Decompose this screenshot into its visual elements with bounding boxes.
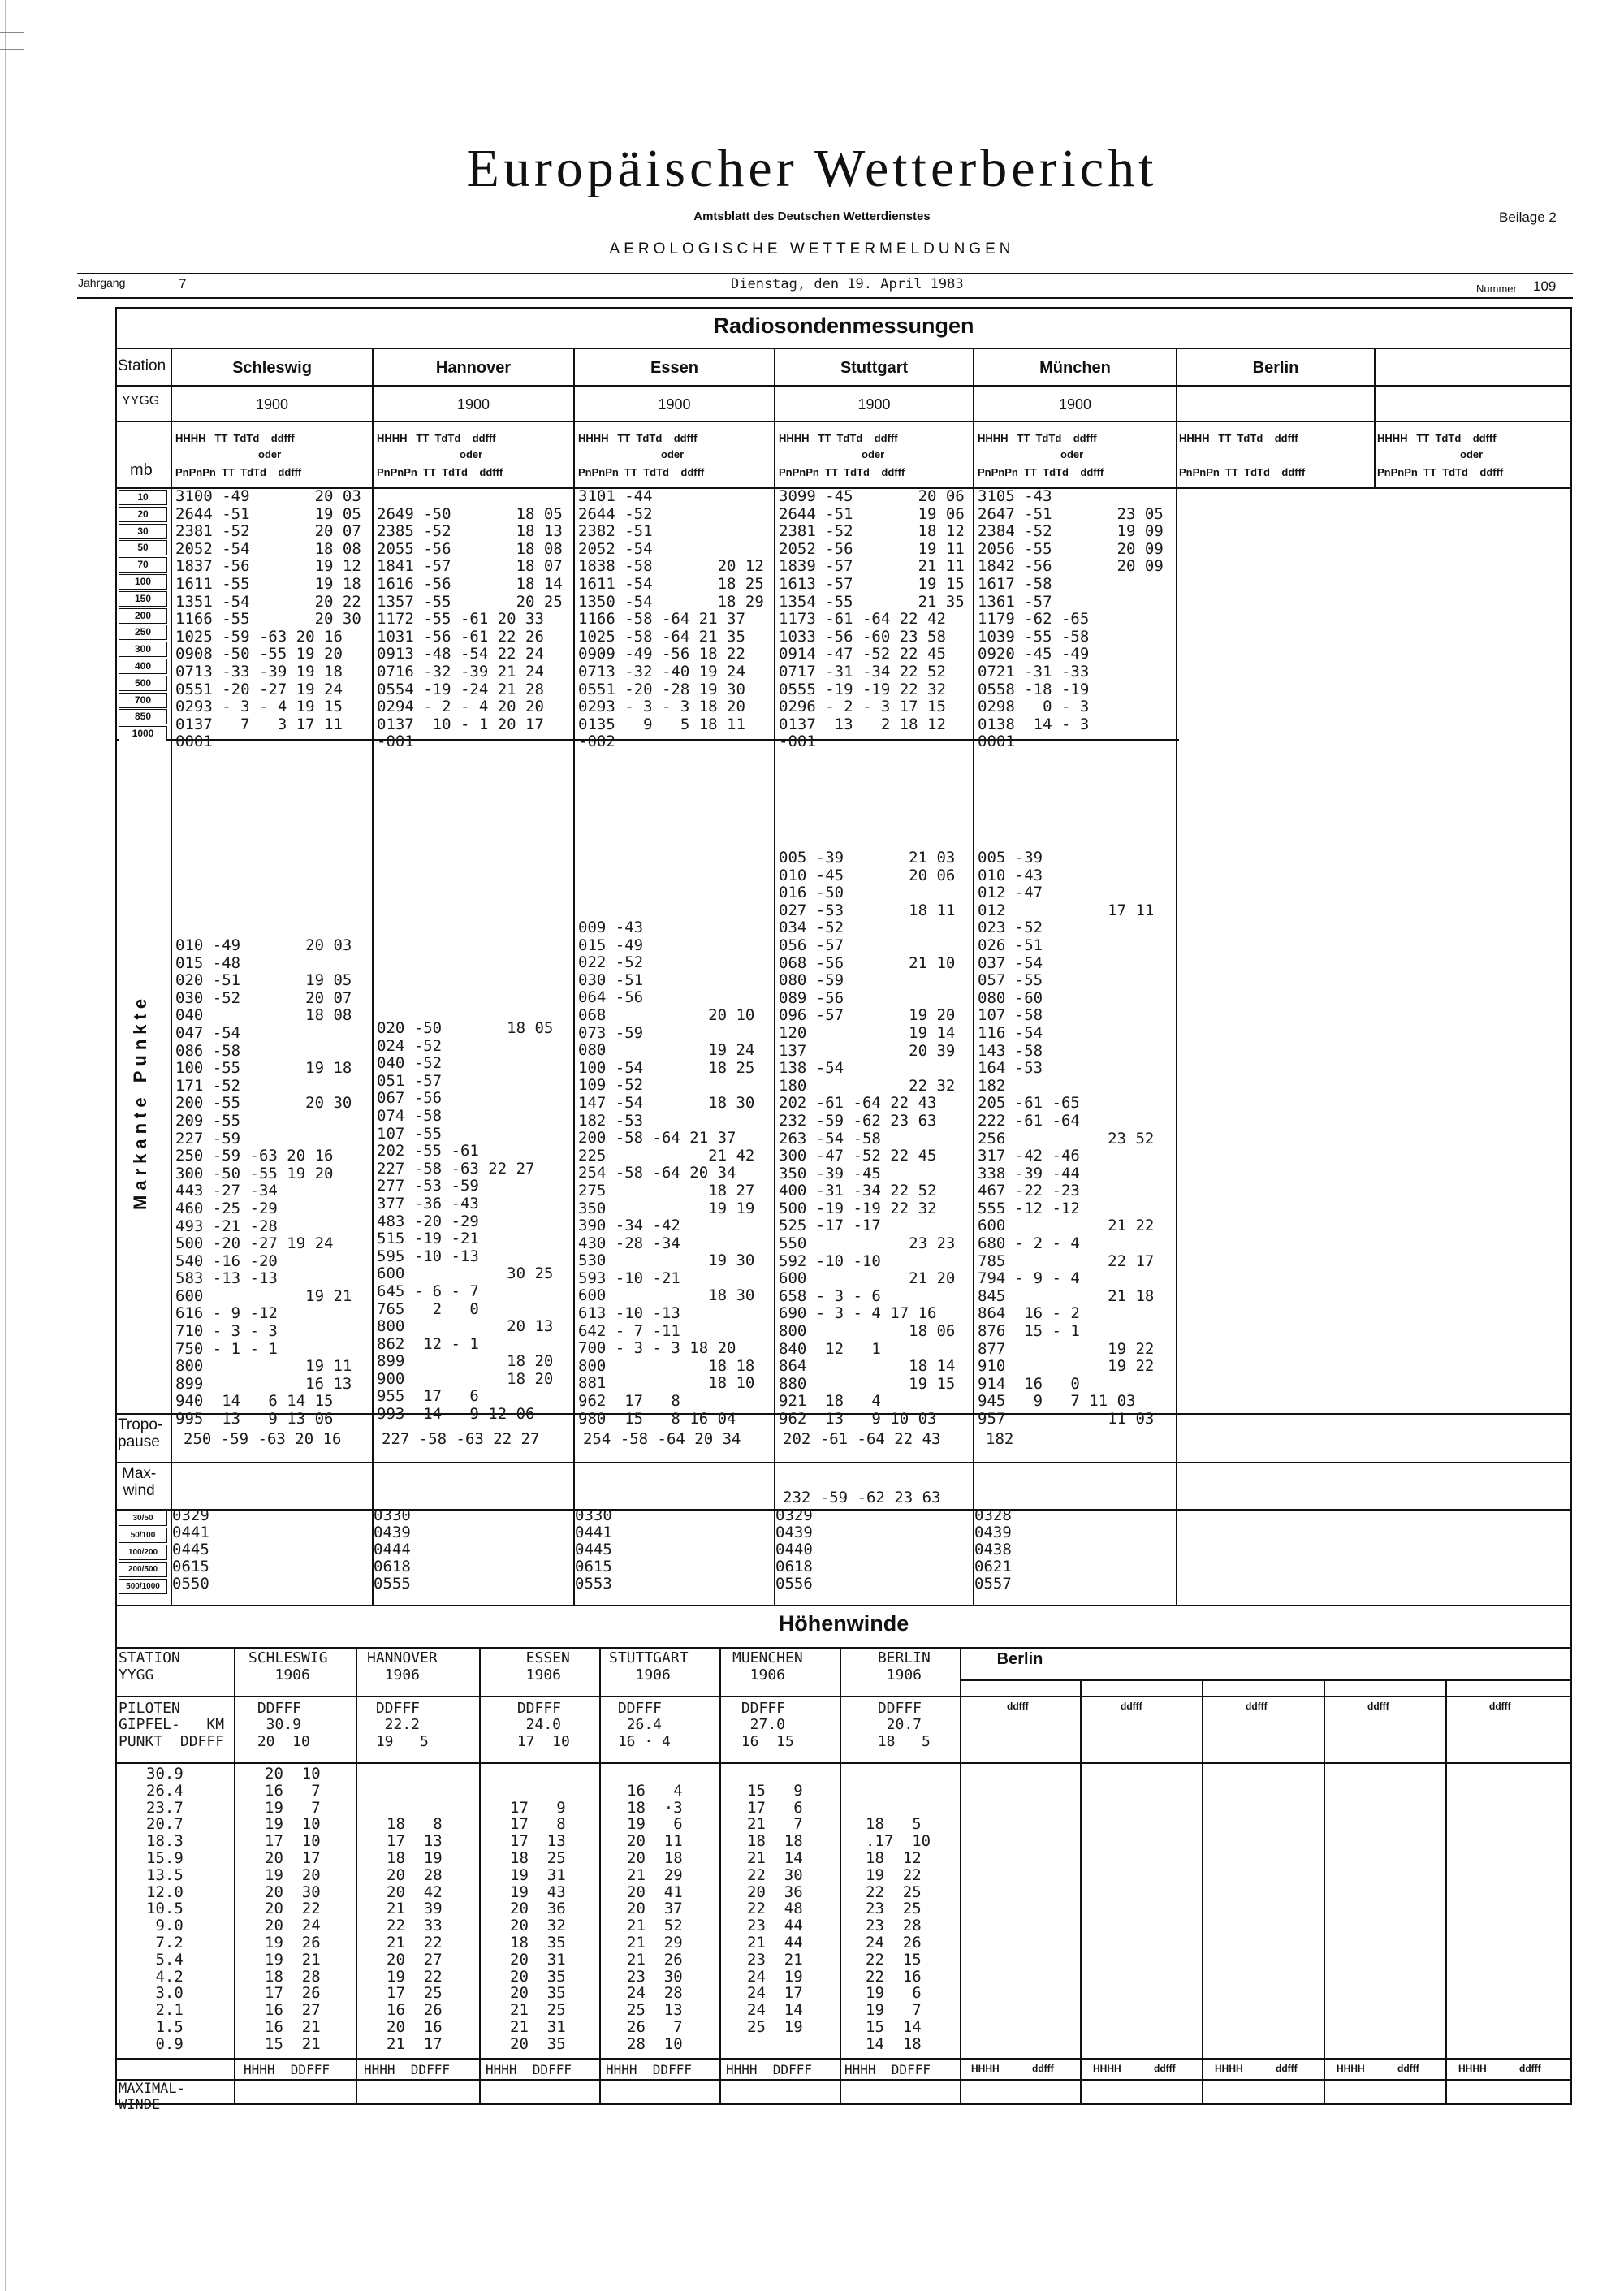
hw-right-head-5: ddfff: [1489, 1701, 1511, 1712]
hw-right-maxwind-cell: HHHH: [1093, 2063, 1121, 2074]
mark-data-schleswig: 010 -49 20 03 015 -48 020 -51 19 05 030 -52 20 07 040 18 08 047 -54 086 -58 100 -55 19 18 171 -52 200 -55 20 30 209 -55 227 -59 250 -59 -63 20 16 300 -50 -55 19 20 443 -27 -34 460 -25 -29 493 -21 -28 500 -20 -27 19 24 540 -16 -20 583 -13 -13 600 19 21 616 - 9 -12 710 - 3 - 3 750 - 1 - 1 800 19 11 899 16 13 940 14 6 14 15 995 13 9 13 06: [175, 936, 352, 1429]
hw-col-hannover: 18 8 17 13 18 19 20 28 20 42 21 39 22 33 21 22 20 27 19 22 17 25 16 26 20 16 21 17: [387, 1815, 443, 2053]
tropo-muenchen: 182: [986, 1430, 1014, 1448]
hw-maxwind-head: HHHH DDFFF: [244, 2062, 330, 2077]
tropo-stuttgart: 202 -61 -64 22 43: [783, 1430, 941, 1448]
thickness-level-1: 50/100: [119, 1528, 167, 1543]
nummer-value: 109: [1533, 279, 1557, 294]
hw-right-maxwind-cell: HHHH: [1215, 2063, 1243, 2074]
colhead-oder: oder: [1060, 448, 1084, 460]
thickness-level-0: 30/50: [119, 1511, 167, 1526]
rule: [77, 273, 1573, 274]
pressure-level-400: 400: [119, 659, 167, 674]
colhead-berlin-2: PnPnPn TT TdTd ddfff: [1179, 466, 1306, 478]
colhead-oder: oder: [460, 448, 483, 460]
colhead-essen: HHHH TT TdTd ddfff: [578, 432, 698, 444]
issue-date: Dienstag, den 19. April 1983: [731, 276, 964, 292]
hw-right-maxwind-cell: HHHH: [971, 2063, 1000, 2074]
time-stuttgart: 1900: [857, 396, 891, 413]
hw-col-stuttgart: 16 4 18 ·3 19 6 20 11 20 18 21 29 20 41 20 37 21 52 21 29 21 26 23 30 24 28 25 13 26 7 28 10: [627, 1781, 683, 2053]
hw-right-head-2: ddfff: [1121, 1701, 1142, 1712]
hw-station-berlin: BERLIN 1906 DDFFF 20.7 18 5: [877, 1649, 931, 1750]
hw-right-maxwind-cell: HHHH: [1337, 2063, 1365, 2074]
hw-right-head-1: ddfff: [1007, 1701, 1029, 1712]
tropopause-label-2: pause: [118, 1433, 160, 1450]
thick-schleswig: 0329 0441 0445 0615 0550: [172, 1506, 209, 1593]
hw-right-maxwind-cell: ddfff: [1154, 2063, 1176, 2074]
beilage: Beilage 2: [1499, 210, 1557, 225]
hw-station-schleswig: SCHLESWIG 1906 DDFFF 30.9 20 10: [248, 1649, 328, 1750]
pressure-level-10: 10: [119, 490, 167, 505]
maxwind-stuttgart: 232 -59 -62 23 63: [783, 1489, 941, 1506]
tropopause-label-1: Tropo-: [118, 1416, 163, 1433]
hw-station-essen: ESSEN 1906 DDFFF 24.0 17 10: [516, 1649, 570, 1750]
station-label: Station: [118, 357, 166, 374]
pressure-level-100: 100: [119, 574, 167, 590]
hw-col-berlin: 18 5 .17 10 18 12 19 22 22 25 23 25 23 28 24 26 22 15 22 16 19 6 19 7 15 14 14 18: [866, 1815, 931, 2053]
hw-maxwind-head: HHHH DDFFF: [606, 2062, 692, 2077]
left-margin-line: [5, 0, 6, 2291]
colhead-stuttgart-2: PnPnPn TT TdTd ddfff: [779, 466, 905, 478]
mark-data-essen: 009 -43 015 -49 022 -52 030 -51 064 -56 068 20 10 073 -59 080 19 24 100 -54 18 25 109 -52 147 -54 18 30 182 -53 200 -58 -64 21 37 225 21 42 254 -58 -64 20 34 275 18 27 350 19 19 390 -34 -42 430 -28 -34 530 19 30 593 -10 -21 600 18 30 613 -10 -13 642 - 7 -11 700 - 3 - 3 18 20 800 18 18 881 18 10 962 17 8 980 15 8 16 04: [578, 919, 755, 1428]
station-muenchen: München: [1039, 359, 1111, 377]
maxwind-label: [122, 1465, 156, 1499]
hw-maxwind-label: MAXIMAL- WINDE: [119, 2081, 185, 2113]
hw-station-hannover: HANNOVER 1906 DDFFF 22.2 19 5: [367, 1649, 438, 1750]
hw-right-maxwind-cell: HHHH: [1458, 2063, 1487, 2074]
colhead-hannover: HHHH TT TdTd ddfff: [377, 432, 496, 444]
colhead-oder: oder: [862, 448, 885, 460]
pressure-level-50: 50: [119, 540, 167, 555]
thickness-level-3: 200/500: [119, 1562, 167, 1577]
std-data-hannover: 2649 -50 18 05 2385 -52 18 13 2055 -56 18 08 1841 -57 18 07 1616 -56 18 14 1357 -55 20 25 1172 -55 -61 20 33 1031 -56 -61 22 26 0913 -48 -54 22 24 0716 -32 -39 21 24 0554 -19 -24 21 28 0294 - 2 - 4 20 20 0137 10 - 1 20 17 -001: [377, 504, 563, 751]
thick-stuttgart: 0329 0439 0440 0618 0556: [775, 1506, 813, 1593]
hw-right-maxwind-cell: ddfff: [1032, 2063, 1054, 2074]
colhead-extra: HHHH TT TdTd ddfff: [1377, 432, 1497, 444]
colhead-muenchen: HHHH TT TdTd ddfff: [978, 432, 1097, 444]
hw-right-head-4: ddfff: [1367, 1701, 1389, 1712]
colhead-berlin: HHHH TT TdTd ddfff: [1179, 432, 1298, 444]
tropo-essen: 254 -58 -64 20 34: [583, 1430, 741, 1448]
colhead-muenchen-2: PnPnPn TT TdTd ddfff: [978, 466, 1104, 478]
jahrgang-label: Jahrgang: [78, 276, 126, 289]
thick-essen: 0330 0441 0445 0615 0553: [575, 1506, 612, 1593]
hw-right-maxwind-cell: ddfff: [1519, 2063, 1541, 2074]
hw-heights: 30.9 26.4 23.7 20.7 18.3 15.9 13.5 12.0 10.5 9.0 7.2 5.4 4.2 3.0 2.1 1.5 0.9: [146, 1765, 184, 2053]
section-heading: AEROLOGISCHE WETTERMELDUNGEN: [609, 240, 1015, 257]
pressure-level-500: 500: [119, 676, 167, 691]
station-berlin: Berlin: [1252, 359, 1299, 377]
maxwind-label-2: wind: [123, 1482, 155, 1499]
hw-station-stuttgart: STUTTGART 1906 DDFFF 26.4 16 · 4: [609, 1649, 689, 1750]
colhead-schleswig-2: PnPnPn TT TdTd ddfff: [175, 466, 302, 478]
station-hannover: Hannover: [435, 359, 512, 377]
hw-station-muenchen: MUENCHEN 1906 DDFFF 27.0 16 15: [732, 1649, 803, 1750]
colhead-schleswig: HHHH TT TdTd ddfff: [175, 432, 295, 444]
mark-data-muenchen: 005 -39 010 -43 012 -47 012 17 11 023 -52 026 -51 037 -54 057 -55 080 -60 107 -58 116 -54 143 -58 164 -53 182 205 -61 -65 222 -61 -64 256 23 52 317 -42 -46 338 -39 -44 467 -22 -23 555 -12 -12 600 21 22 680 - 2 - 4 785 22 17 794 - 9 - 4 845 21 18 864 16 - 2 876 15 - 1 877 19 22 910 19 22 914 16 0 945 9 7 11 03 957 11 03: [978, 849, 1155, 1428]
hw-maxwind-head: HHHH DDFFF: [726, 2062, 812, 2077]
pressure-level-300: 300: [119, 642, 167, 657]
colhead-essen-2: PnPnPn TT TdTd ddfff: [578, 466, 705, 478]
thick-muenchen: 0328 0439 0438 0621 0557: [974, 1506, 1012, 1593]
std-data-stuttgart: 3099 -45 20 06 2644 -51 19 06 2381 -52 18 12 2052 -56 19 11 1839 -57 21 11 1613 -57 19 15 1354 -55 21 35 1173 -61 -64 22 42 1033 -56 -60 23 58 0914 -47 -52 22 45 0717 -31 -34 22 52 0555 -19 -19 22 32 0296 - 2 - 3 17 15 0137 13 2 18 12 -001: [779, 487, 965, 751]
time-muenchen: 1900: [1058, 396, 1092, 413]
colhead-oder: oder: [1460, 448, 1484, 460]
jahrgang-value: 7: [179, 276, 187, 292]
hoehenwinde-frame: [115, 1606, 1572, 2105]
mark-data-stuttgart: 005 -39 21 03 010 -45 20 06 016 -50 027 -53 18 11 034 -52 056 -57 068 -56 21 10 080 -59 089 -56 096 -57 19 20 120 19 14 137 20 39 138 -54 180 22 32 202 -61 -64 22 43 232 -59 -62 23 63 263 -54 -58 300 -47 -52 22 45 350 -39 -45 400 -31 -34 22 52 500 -19 -19 22 32 525 -17 -17 550 23 23 592 -10 -10 600 21 20 658 - 3 - 6 690 - 3 - 4 17 16 800 18 06 840 12 1 864 18 14 880 19 15 921 18 4 962 13 9 10 03: [779, 849, 956, 1428]
thickness-level-2: 100/200: [119, 1545, 167, 1560]
mark-data-hannover: 020 -50 18 05 024 -52 040 -52 051 -57 067 -56 074 -58 107 -55 202 -55 -61 227 -58 -63 22 27 277 -53 -59 377 -36 -43 483 -20 -29 515 -19 -21 595 -10 -13 600 30 25 645 - 6 - 7 765 2 0 800 20 13 862 12 - 1 899 18 20 900 18 20 955 17 6 993 14 9 12 06: [377, 1019, 554, 1424]
hw-col-schleswig: 20 10 16 7 19 7 19 10 17 10 20 17 19 20 20 30 20 22 20 24 19 26 19 21 18 28 17 26 16 27 16 21 15 21: [265, 1765, 321, 2053]
hoehenwinde-title: Höhenwinde: [778, 1611, 909, 1636]
time-schleswig: 1900: [255, 396, 289, 413]
hw-col-essen: 17 9 17 8 17 13 18 25 19 31 19 43 20 36 20 32 18 35 20 31 20 35 20 35 21 25 21 31 20 35: [510, 1798, 566, 2053]
pressure-level-700: 700: [119, 693, 167, 708]
tropo-schleswig: 250 -59 -63 20 16: [184, 1430, 342, 1448]
time-hannover: 1900: [456, 396, 490, 413]
subtitle: Amtsblatt des Deutschen Wetterdienstes: [693, 210, 931, 223]
hw-maxwind-head: HHHH DDFFF: [486, 2062, 572, 2077]
station-stuttgart: Stuttgart: [840, 359, 909, 377]
tropopause-label: [118, 1416, 162, 1450]
hw-right-maxwind-cell: ddfff: [1276, 2063, 1298, 2074]
station-schleswig: Schleswig: [232, 359, 312, 377]
margin-tick: [0, 32, 24, 33]
std-data-essen: 3101 -44 2644 -52 2382 -51 2052 -54 1838 -58 20 12 1611 -54 18 25 1350 -54 18 29 1166 -58 -64 21 37 1025 -58 -64 21 35 0909 -49 -56 18 22 0713 -32 -40 19 24 0551 -20 -28 19 30 0293 - 3 - 3 18 20 0135 9 5 18 11 -002: [578, 487, 764, 751]
station-essen: Essen: [650, 359, 698, 377]
time-essen: 1900: [658, 396, 691, 413]
markante-punkte-label: Markante Punkte: [130, 993, 150, 1210]
hw-right-station: Berlin: [996, 1650, 1043, 1668]
colhead-oder: oder: [661, 448, 685, 460]
page-title: Europäischer Wetterbericht: [466, 139, 1158, 198]
pressure-level-150: 150: [119, 591, 167, 607]
colhead-oder: oder: [258, 448, 282, 460]
colhead-hannover-2: PnPnPn TT TdTd ddfff: [377, 466, 503, 478]
nummer-label: Nummer: [1476, 283, 1517, 295]
radiosonde-title: Radiosondenmessungen: [713, 313, 974, 338]
pressure-level-70: 70: [119, 557, 167, 573]
mb-label: mb: [130, 461, 153, 479]
pressure-level-850: 850: [119, 709, 167, 724]
std-data-schleswig: 3100 -49 20 03 2644 -51 19 05 2381 -52 20 07 2052 -54 18 08 1837 -56 19 12 1611 -55 19 18 1351 -54 20 22 1166 -55 20 30 1025 -59 -63 20 16 0908 -50 -55 19 20 0713 -33 -39 19 18 0551 -20 -27 19 24 0293 - 3 - 4 19 15 0137 7 3 17 11 0001: [175, 487, 361, 751]
thickness-level-4: 500/1000: [119, 1579, 167, 1594]
tropo-hannover: 227 -58 -63 22 27: [382, 1430, 540, 1448]
pressure-level-200: 200: [119, 608, 167, 624]
hw-left-head: STATION YYGG PILOTEN GIPFEL- KM PUNKT DDFFF: [119, 1649, 225, 1750]
colhead-stuttgart: HHHH TT TdTd ddfff: [779, 432, 898, 444]
hw-col-muenchen: 15 9 17 6 21 7 18 18 21 14 22 30 20 36 22 48 23 44 21 44 23 21 24 19 24 17 24 14 25 19: [747, 1781, 803, 2036]
pressure-level-20: 20: [119, 507, 167, 522]
margin-tick: [0, 49, 24, 50]
colhead-extra-2: PnPnPn TT TdTd ddfff: [1377, 466, 1504, 478]
hw-right-head-3: ddfff: [1246, 1701, 1268, 1712]
hw-maxwind-head: HHHH DDFFF: [364, 2062, 450, 2077]
hw-maxwind-head: HHHH DDFFF: [844, 2062, 931, 2077]
hw-right-maxwind-cell: ddfff: [1397, 2063, 1419, 2074]
pressure-level-30: 30: [119, 524, 167, 539]
std-data-muenchen: 3105 -43 2647 -51 23 05 2384 -52 19 09 2056 -55 20 09 1842 -56 20 09 1617 -58 1361 -57 1179 -62 -65 1039 -55 -58 0920 -45 -49 0721 -31 -33 0558 -18 -19 0298 0 - 3 0138 14 - 3 0001: [978, 487, 1164, 751]
rule: [77, 297, 1573, 299]
yygg-label: YYGG: [122, 394, 160, 408]
thick-hannover: 0330 0439 0444 0618 0555: [374, 1506, 411, 1593]
pressure-level-250: 250: [119, 625, 167, 640]
maxwind-label-1: Max-: [122, 1465, 157, 1482]
pressure-level-1000: 1000: [119, 726, 167, 741]
